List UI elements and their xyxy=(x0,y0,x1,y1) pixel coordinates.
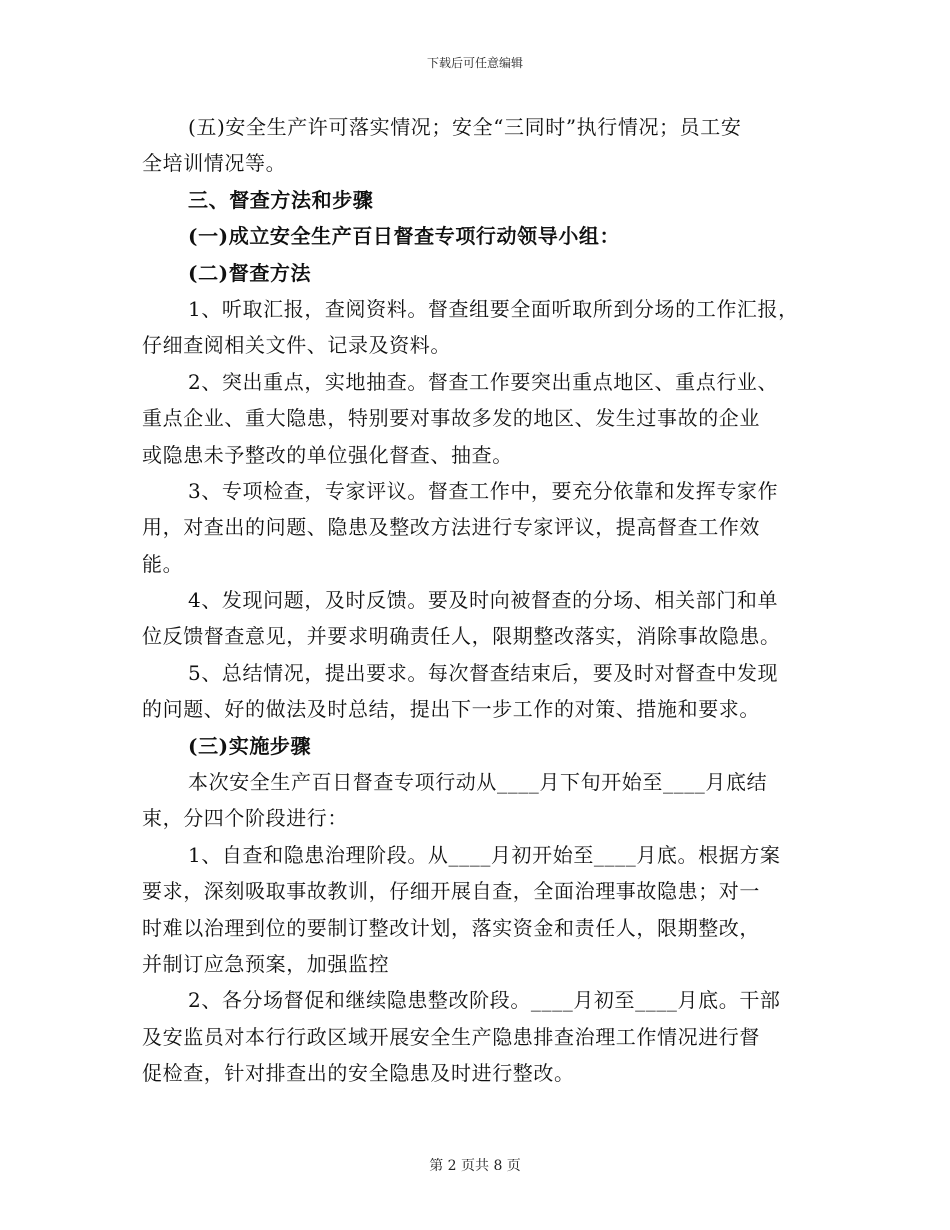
page-header: 下载后可任意编辑 xyxy=(426,56,523,70)
paragraph xyxy=(142,582,820,655)
paragraph xyxy=(142,837,820,983)
paragraph xyxy=(142,364,820,473)
text-line: 3、专项检查，专家评议。督查工作中，要充分依靠和发挥专家作 xyxy=(188,478,779,503)
text-line: 及安监员对本行行政区域开展安全生产隐患排查治理工作情况进行督 xyxy=(142,1024,760,1049)
text-line: 位反馈督查意见，并要求明确责任人，限期整改落实，消除事故隐患。 xyxy=(142,624,781,649)
text-line: 仔细查阅相关文件、记录及资料。 xyxy=(142,333,451,358)
paragraph xyxy=(142,982,820,1091)
text-line: 三、督查方法和步骤 xyxy=(188,187,374,212)
section-heading xyxy=(142,182,820,218)
paragraph xyxy=(142,655,820,728)
paragraph xyxy=(142,764,820,837)
text-line: 束，分四个阶段进行： xyxy=(142,806,348,831)
text-line: 全培训情况等。 xyxy=(142,151,287,176)
text-line: 或隐患未予整改的单位强化督查、抽查。 xyxy=(142,442,513,467)
text-line: 时难以治理到位的要制订整改计划，落实资金和责任人，限期整改， xyxy=(142,915,760,940)
text-line: (一)成立安全生产百日督查专项行动领导小组： xyxy=(188,224,621,249)
section-heading xyxy=(142,728,820,764)
text-line: 1、自查和隐患治理阶段。从____月初开始至____月底。根据方案 xyxy=(188,842,781,867)
document-body xyxy=(142,109,820,1092)
text-line: 5、总结情况，提出要求。每次督查结束后，要及时对督查中发现 xyxy=(188,660,779,685)
section-heading xyxy=(142,255,820,291)
text-line: 能。 xyxy=(142,551,184,576)
paragraph xyxy=(142,291,820,364)
section-heading xyxy=(142,218,820,254)
text-line: 4、发现问题，及时反馈。要及时向被督查的分场、相关部门和单 xyxy=(188,588,779,613)
text-line: 的问题、好的做法及时总结，提出下一步工作的对策、措施和要求。 xyxy=(142,697,760,722)
text-line: 促检查，针对排查出的安全隐患及时进行整改。 xyxy=(142,1061,575,1086)
text-line: 重点企业、重大隐患，特别要对事故多发的地区、发生过事故的企业 xyxy=(142,406,760,431)
text-line: (二)督查方法 xyxy=(188,260,312,285)
paragraph xyxy=(142,473,820,582)
text-line: (三)实施步骤 xyxy=(188,733,312,758)
text-line: 2、突出重点，实地抽查。督查工作要突出重点地区、重点行业、 xyxy=(188,369,779,394)
text-line: (五)安全生产许可落实情况；安全“三同时”执行情况；员工安 xyxy=(188,115,742,139)
text-line: 1、听取汇报，查阅资料。督查组要全面听取所到分场的工作汇报， xyxy=(188,296,799,321)
text-line: 本次安全生产百日督查专项行动从____月下旬开始至____月底结 xyxy=(188,770,768,795)
text-line: 用，对查出的问题、隐患及整改方法进行专家评议，提高督查工作效 xyxy=(142,515,760,540)
text-line: 2、各分场督促和继续隐患整改阶段。____月初至____月底。干部 xyxy=(188,988,781,1013)
page-footer: 第 2 页共 8 页 xyxy=(429,1158,521,1174)
paragraph xyxy=(142,109,820,182)
text-line: 要求，深刻吸取事故教训，仔细开展自查，全面治理事故隐患；对一 xyxy=(142,879,760,904)
text-line: 并制订应急预案，加强监控 xyxy=(142,951,390,976)
